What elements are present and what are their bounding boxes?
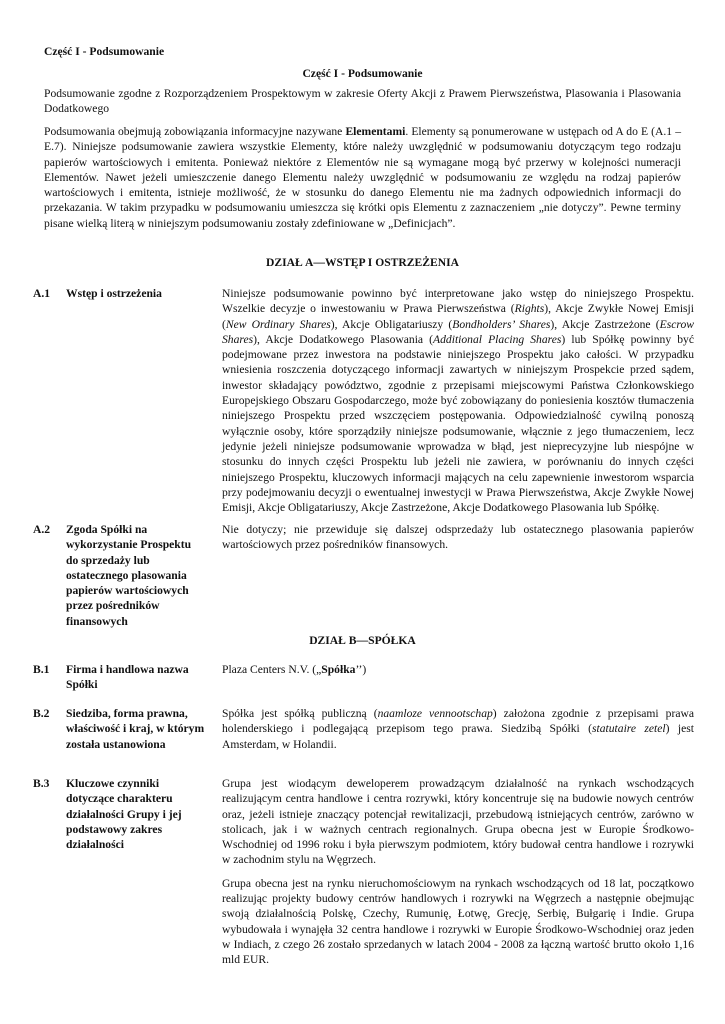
element-label-a2: Zgoda Spółki na wykorzystanie Prospektu do sprzedaży lub ostatecznego plasowania papierów wartościowych przez pośredników finansowych xyxy=(66,523,192,628)
elements-term: Elementami xyxy=(345,125,406,138)
element-text-b1: Plaza Centers N.V. („Spółka’’) xyxy=(222,663,367,676)
element-label-b2: Siedziba, forma prawna, właściwość i kraj, w którym została ustanowiona xyxy=(66,707,205,751)
element-text-b2: Spółka jest spółką publiczną (naamloze vennootschap) założona zgodnie z przepisami prawa holenderskiego i podlegającą przepisom tego prawa. Siedzibą Spółki (statutaire zetel) jest Amsterdam, w Holandii. xyxy=(222,707,694,751)
element-label-b1: Firma i handlowa nazwa Spółki xyxy=(66,663,189,692)
paragraph: Grupa jest wiodącym deweloperem prowadzącym działalność na rynkach wschodzących realizującym centra handlowe i centra rozrywki, który koncentruje się na budowie nowych centrów oraz, jeżeli istnieje znaczący potencjał rewitalizacji, przebudową istniejących centrów, zarówno w stolicach, jak i w ważnych centrach regionalnych. Grupa obecna jest w Europie Środkowo-Wschodniej od 1996 roku i była pierwszym podmiotem, który budował centra handlowe i rozrywki w zachodnim stylu na Węgrzech. xyxy=(222,777,694,867)
summary-subtitle: Podsumowanie zgodne z Rozporządzeniem Prospektowym w zakresie Oferty Akcji z Prawem Pierwszeństwa, Plasowania i Plasowania Dodatkowego xyxy=(44,87,681,116)
element-code-b2: B.2 xyxy=(33,707,50,720)
company-term: Spółka xyxy=(321,663,356,676)
element-code-b1: B.1 xyxy=(33,663,50,676)
element-label-b3: Kluczowe czynniki dotyczące charakteru działalności Grupy i jej podstawowy zakres działalności xyxy=(66,777,182,852)
element-text-b3 xyxy=(222,776,694,976)
section-b-title: DZIAŁ B—SPÓŁKA xyxy=(309,634,416,647)
element-code-a1: A.1 xyxy=(33,287,51,300)
element-label-a1: Wstęp i ostrzeżenia xyxy=(66,287,162,300)
element-code-b3: B.3 xyxy=(33,777,50,790)
summary-intro: Podsumowania obejmują zobowiązania informacyjne nazywane Elementami. Elementy są ponumerowane w ustępach od A do E (A.1 – E.7). Niniejsze podsumowanie zawiera wszystkie Elementy, które należy uwzględnić w podsumowaniu dotyczącym tego rodzaju papierów wartościowych i emitenta. Ponieważ niektóre z Elementów nie są wymagane mogą być przerwy w kolejności numeracji Elementów. Nawet jeżeli umieszczenie danego Elementu należy uwzględnić w podsumowaniu ze względu na rodzaj papierów wartościowych i emitenta, istnieje możliwość, że w stosunku do danego Elementu nie ma żadnych odpowiednich informacji do przekazania. W takim przypadku w podsumowaniu umieszcza się krótki opis Elementu z zaznaczeniem „nie dotyczy”. Pewne terminy pisane wielką literą w niniejszym podsumowaniu zostały zdefiniowane w „Definicjach”. xyxy=(44,125,682,230)
top-heading: Część I - Podsumowanie xyxy=(44,45,165,58)
element-text-a1: Niniejsze podsumowanie powinno być interpretowane jako wstęp do niniejszego Prospektu. Wszelkie decyzje o inwestowaniu w Prawa Pierwszeństwa (Rights), Akcje Zwykłe Nowej Emisji (New Ordinary Shares), Akcje Obligatariuszy (Bondholders’ Shares), Akcje Zastrzeżone (Escrow Shares), Akcje Dodatkowego Plasowania (Additional Placing Shares) lub Spółkę powinny być podejmowane przez inwestora na podstawie niniejszego Prospektu jako całości. W przypadku wniesienia roszczenia dotyczącego informacji zawartych w niniejszym Prospekcie przed sądem, inwestor składający powództwo, zgodnie z przepisami miejscowymi Państwa Członkowskiego Europejskiego Obszaru Gospodarczego, może być zobowiązany do poniesienia kosztów tłumaczenia niniejszego Prospektu przed wszczęciem postępowania. Odpowiedzialność cywilną ponoszą wyłącznie osoby, które sporządziły niniejsze podsumowanie, włącznie z jego tłumaczeniem, lecz jedynie jeżeli niniejsze podsumowanie wprowadza w błąd, jest nieprecyzyjne lub niespójne w stosunku do innych części Prospektu lub jeżeli nie zawiera, w porównaniu do innych części niniejszego Prospektu, kluczowych informacji mających na celu zapewnienie inwestorom wsparcia przy podejmowaniu decyzji o ewentualnej inwestycji w Prawa Pierwszeństwa, Akcje Zwykłe Nowej Emisji, Akcje Obligatariuszy, Akcje Zastrzeżone, Akcje Dodatkowego Plasowania lub Spółkę. xyxy=(222,287,694,515)
element-text-a2: Nie dotyczy; nie przewiduje się dalszej odsprzedaży lub ostatecznego plasowania papierów wartościowych przez pośredników finansowych. xyxy=(222,523,694,552)
section-a-title: DZIAŁ A—WSTĘP I OSTRZEŻENIA xyxy=(266,256,459,269)
center-heading: Część I - Podsumowanie xyxy=(302,67,423,80)
element-code-a2: A.2 xyxy=(33,523,51,536)
paragraph: Grupa obecna jest na rynku nieruchomościowym na rynkach wschodzących od 18 lat, początkowo realizując projekty budowy centrów handlowych i rozrywki na Węgrzech a następnie obejmując swoją działalnością Polskę, Czechy, Rumunię, Łotwę, Grecję, Serbię, Bułgarię i Indie. Grupa wybudowała i wynajęła 32 centra handlowe i rozrywki w Europie Środkowo-Wschodniej oraz jeden w Indiach, z czego 26 zostało sprzedanych w latach 2004 - 2008 za łączną wartość brutto około 1,16 mld EUR. xyxy=(222,876,694,967)
